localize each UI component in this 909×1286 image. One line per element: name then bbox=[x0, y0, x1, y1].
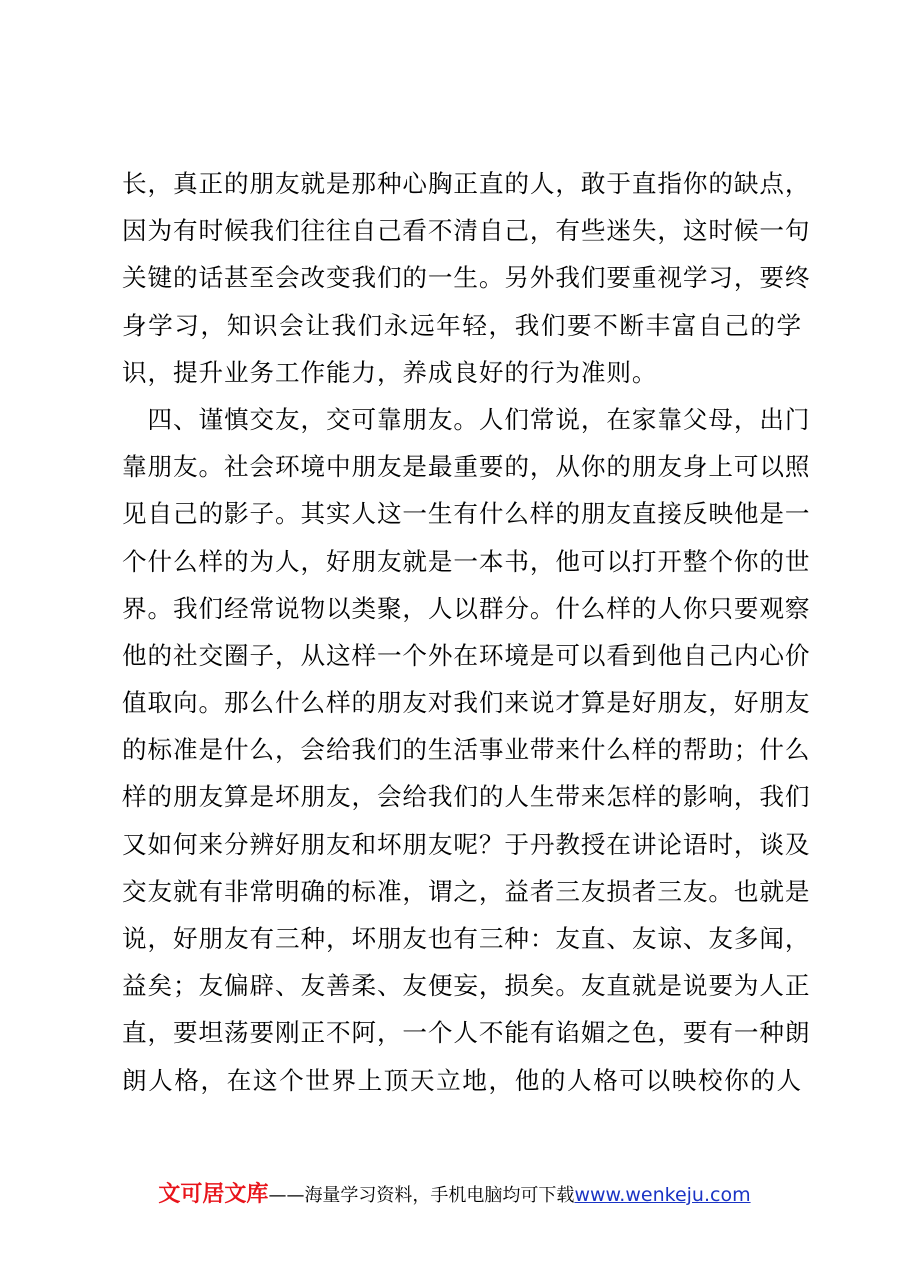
text-line: 四、谨慎交友，交可靠朋友。人们常说，在家靠父母，出门 bbox=[122, 404, 811, 434]
footer-slogan: ——海量学习资料，手机电脑均可下载 bbox=[268, 1185, 575, 1206]
text-line: 交友就有非常明确的标准，谓之，益者三友损者三友。也就是 bbox=[122, 876, 811, 906]
text-line: 他的社交圈子，从这样一个外在环境是可以看到他自己内心价 bbox=[122, 640, 811, 670]
text-line: 识，提升业务工作能力，养成良好的行为准则。 bbox=[122, 357, 658, 387]
text-line: 说，好朋友有三种，坏朋友也有三种：友直、友谅、友多闻， bbox=[122, 924, 811, 953]
text-line: 关键的话甚至会改变我们的一生。另外我们要重视学习，要终 bbox=[122, 263, 811, 293]
website-link[interactable]: www.wenkeju.com bbox=[574, 1184, 751, 1206]
text-line: 靠朋友。社会环境中朋友是最重要的，从你的朋友身上可以照 bbox=[122, 452, 811, 482]
text-line: 因为有时候我们往往自己看不清自己，有些迷失，这时候一句 bbox=[122, 216, 811, 246]
text-line: 长，真正的朋友就是那种心胸正直的人，敢于直指你的缺点， bbox=[122, 169, 811, 198]
text-line: 益矣；友偏辟、友善柔、友便妄，损矣。友直就是说要为人正 bbox=[122, 971, 811, 1001]
text-line: 个什么样的为人，好朋友就是一本书，他可以打开整个你的世 bbox=[122, 546, 811, 576]
text-line: 样的朋友算是坏朋友，会给我们的人生带来怎样的影响，我们 bbox=[122, 782, 811, 812]
text-line: 见自己的影子。其实人这一生有什么样的朋友直接反映他是一 bbox=[122, 499, 811, 529]
text-line: 朗人格，在这个世界上顶天立地，他的人格可以映校你的人 bbox=[122, 1065, 802, 1095]
text-line: 的标准是什么，会给我们的生活事业带来什么样的帮助；什么 bbox=[122, 735, 811, 765]
text-line: 又如何来分辨好朋友和坏朋友呢？于丹教授在讲论语时，谈及 bbox=[122, 829, 811, 859]
brand-name: 文可居文库 bbox=[158, 1182, 269, 1207]
text-line: 值取向。那么什么样的朋友对我们来说才算是好朋友，好朋友 bbox=[122, 688, 811, 718]
text-line: 界。我们经常说物以类聚，人以群分。什么样的人你只要观察 bbox=[122, 593, 811, 623]
document-body bbox=[122, 160, 811, 1104]
footer-banner bbox=[0, 1180, 909, 1211]
text-line: 身学习，知识会让我们永远年轻，我们要不断丰富自己的学 bbox=[122, 310, 802, 340]
text-line: 直，要坦荡要刚正不阿，一个人不能有谄媚之色，要有一种朗 bbox=[122, 1018, 811, 1048]
